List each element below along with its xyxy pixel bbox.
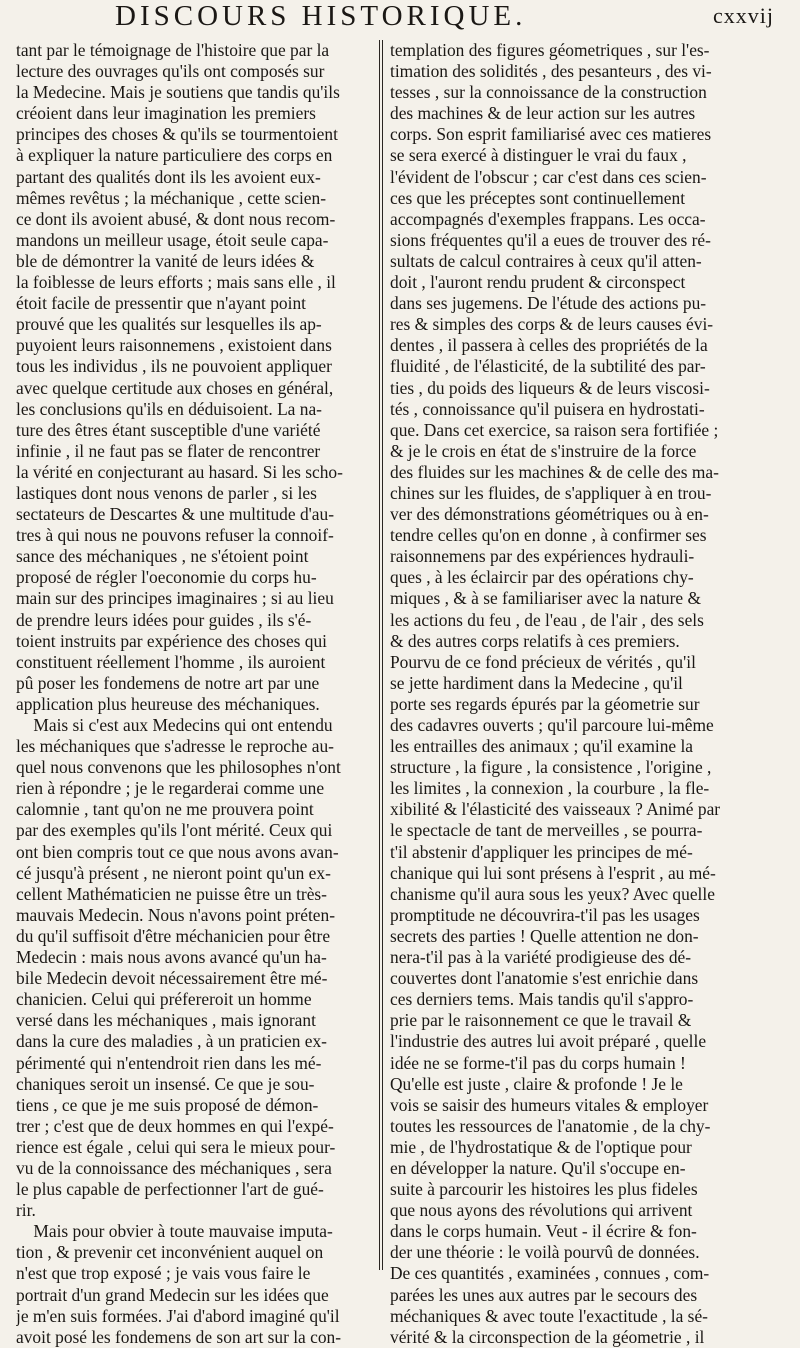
left-column-line: ont bien compris tout ce que nous avons avan- bbox=[16, 841, 339, 862]
right-column-line: en développer la nature. Qu'il s'occupe en- bbox=[390, 1157, 686, 1178]
right-column-line: xibilité & l'élasticité des vaisseaux ? Animé par bbox=[390, 799, 721, 820]
right-column-line: ties , du poids des liqueurs & de leurs viscosi- bbox=[390, 377, 710, 398]
right-column-line: Pourvu de ce fond précieux de vérités , qu'il bbox=[390, 651, 696, 672]
right-column-line: le spectacle de tant de merveilles , se pourra- bbox=[390, 820, 703, 841]
right-column-line: fluidité , de l'élasticité, de la subtilité des par- bbox=[390, 356, 706, 377]
left-column-line: application plus heureuse des méchaniques. bbox=[16, 693, 320, 714]
right-column-line: parées les unes aux autres par le secours des bbox=[390, 1284, 698, 1305]
right-column-line: templation des figures géometriques , sur l'es- bbox=[390, 40, 710, 60]
right-column-line: secrets des parties ! Quelle attention ne don- bbox=[390, 925, 699, 946]
right-column-line: idée ne se forme-t'il pas du corps humain ! bbox=[390, 1052, 686, 1073]
left-column-line: Medecin : mais nous avons avancé qu'un ha- bbox=[16, 947, 327, 968]
left-column-line: périmenté qui n'entendroit rien dans les mé- bbox=[16, 1052, 322, 1073]
left-column-line: mandons un meilleur usage, étoit seule capa- bbox=[16, 229, 329, 250]
left-column-line: cellent Mathématicien ne puisse être un très- bbox=[16, 883, 327, 904]
left-column-line: puyoient leurs raisonnemens , existoient dans bbox=[16, 335, 332, 356]
left-column-line: Mais pour obvier à toute mauvaise imputa- bbox=[16, 1221, 333, 1242]
right-column-line: accompagnés d'exemples frappans. Les occa- bbox=[390, 208, 706, 229]
left-column bbox=[16, 40, 378, 1348]
left-column-line: quel nous convenons que les philosophes n'ont bbox=[16, 757, 341, 778]
right-column-line: ces que les préceptes sont continuellement bbox=[390, 187, 686, 208]
left-column-line: lecture des ouvrages qu'ils ont composés sur bbox=[16, 61, 325, 82]
right-column-line: les actions du feu , de l'eau , de l'air , des sels bbox=[390, 609, 704, 630]
right-column-line: & je le crois en état de s'instruire de la force bbox=[390, 440, 697, 461]
left-column-line: le plus capable de perfectionner l'art de gué- bbox=[16, 1179, 324, 1200]
right-column-line: que. Dans cet exercice, sa raison sera fortifiée ; bbox=[390, 419, 719, 440]
right-column-line: des machines & de leur action sur les autres bbox=[390, 103, 696, 124]
right-column-line: toutes les ressources de l'anatomie , de la chy- bbox=[390, 1115, 711, 1136]
left-column-line: lastiques dont nous venons de parler , si les bbox=[16, 482, 317, 503]
right-column-line: nera-t'il pas à la variété prodigieuse des dé- bbox=[390, 947, 692, 968]
right-column-line: Qu'elle est juste , claire & profonde ! Je le bbox=[390, 1073, 683, 1094]
left-column-line: les méchaniques que s'adresse le reproche au- bbox=[16, 736, 334, 757]
right-column-line: res & simples des corps & de leurs causes évi- bbox=[390, 314, 714, 335]
right-column-line: dans le corps humain. Veut - il écrire & fon- bbox=[390, 1221, 697, 1242]
left-column-line: étoit facile de pressentir que n'ayant point bbox=[16, 293, 306, 314]
right-column-line: dans ses jugemens. De l'étude des actions pu- bbox=[390, 293, 707, 314]
left-column-line: je m'en suis formées. J'ai d'abord imaginé qu'il bbox=[16, 1305, 340, 1326]
left-column-line: mauvais Medecin. Nous n'avons point préten- bbox=[16, 904, 335, 925]
left-column-line: tiens , ce que je me suis proposé de démon- bbox=[16, 1094, 319, 1115]
left-column-line: la Medecine. Mais je soutiens que tandis qu'ils bbox=[16, 82, 340, 103]
left-column-line: constituent réellement l'homme , ils auroient bbox=[16, 651, 326, 672]
right-column-line: porte ses regards épurés par la géometrie sur bbox=[390, 693, 700, 714]
left-column-line: tous les individus , ils ne pouvoient appliquer bbox=[16, 356, 332, 377]
left-column-line: Mais si c'est aux Medecins qui ont entendu bbox=[16, 715, 333, 735]
left-column-line: principes des choses & qu'ils se tourmentoient bbox=[16, 124, 338, 145]
left-column-line: mêmes revêtus ; la méchanique , cette scien- bbox=[16, 187, 326, 208]
right-column-line: sultats de calcul contraires à ceux qu'il atten- bbox=[390, 250, 702, 271]
left-column-line: chaniques seroit un insensé. Ce que je sou- bbox=[16, 1073, 315, 1094]
left-column-line: de prendre leurs idées pour guides , ils s'é- bbox=[16, 609, 312, 630]
left-column-line: la vérité en conjecturant au hasard. Si les scho- bbox=[16, 461, 343, 482]
right-column-line: l'évident de l'obscur ; car c'est dans ces scien- bbox=[390, 166, 707, 187]
left-column-line: calomnie , tant qu'on ne me prouvera point bbox=[16, 799, 314, 820]
right-column-line: sions fréquentes qu'il a eues de trouver des ré- bbox=[390, 229, 711, 250]
left-column-line: sance des méchaniques , ne s'étoient point bbox=[16, 546, 309, 567]
right-column-line: méchaniques & avec toute l'exactitude , la sé- bbox=[390, 1305, 708, 1326]
right-column-line: & des autres corps relatifs à ces premiers. bbox=[390, 630, 680, 651]
right-column-line: se sera exercé à distinguer le vrai du faux , bbox=[390, 145, 687, 166]
left-column-line: versé dans les méchaniques , mais ignorant bbox=[16, 1010, 316, 1031]
right-column-line: der une théorie : le voilà pourvû de données. bbox=[390, 1242, 700, 1263]
left-column-line: infinie , il ne faut pas se flater de rencontrer bbox=[16, 440, 321, 461]
right-column-line: tesses , sur la connoissance de la construction bbox=[390, 82, 707, 103]
right-column-line: que nous ayons des révolutions qui arrivent bbox=[390, 1200, 693, 1221]
right-column-line: des cadavres ouverts ; qu'il parcoure lui-même bbox=[390, 715, 714, 735]
left-column-line: cé jusqu'à présent , ne nieront point qu'un ex- bbox=[16, 862, 331, 883]
left-column-line: partant des qualités dont ils les avoient eux- bbox=[16, 166, 321, 187]
left-column-line: la foiblesse de leurs efforts ; mais sans elle , il bbox=[16, 272, 336, 293]
right-column-line: t'il abstenir d'appliquer les principes de mé- bbox=[390, 841, 693, 862]
right-column-line: tendre celles qu'on en donne , à confirmer ses bbox=[390, 525, 707, 546]
right-column-line: miques , & à se familiariser avec la nature & bbox=[390, 588, 701, 609]
right-column-line: se jette hardiment dans la Medecine , qu'il bbox=[390, 672, 683, 693]
left-column-line: ture des êtres étant susceptible d'une variété bbox=[16, 419, 321, 440]
left-column-line: proposé de régler l'oeconomie du corps hu- bbox=[16, 567, 317, 588]
right-column-line: suite à parcourir les histoires les plus fideles bbox=[390, 1179, 698, 1200]
right-column-line: chanisme qu'il aura sous les yeux? Avec quelle bbox=[390, 883, 715, 904]
left-column-line: rience est égale , celui qui sera le mieux pour- bbox=[16, 1136, 336, 1157]
left-column-line: avoit posé les fondemens de son art sur la con- bbox=[16, 1326, 342, 1347]
running-header bbox=[0, 0, 800, 42]
right-column-line: vérité & la circonspection de la géometrie , il bbox=[390, 1326, 705, 1347]
right-column bbox=[390, 40, 770, 1348]
right-column-line: promptitude ne découvrira-t'il pas les usages bbox=[390, 904, 700, 925]
right-column-line: timation des solidités , des pesanteurs , des vi- bbox=[390, 61, 712, 82]
right-column-line: prie par le raisonnement ce que le travail & bbox=[390, 1010, 692, 1031]
left-column-line: main sur des principes imaginaires ; si au lieu bbox=[16, 588, 334, 609]
left-column-line: tion , & prevenir cet inconvénient auquel on bbox=[16, 1242, 324, 1263]
left-column-line: n'est que trop exposé ; je vais vous faire le bbox=[16, 1263, 311, 1284]
right-column-line: ques , à les éclaircir par des opérations chy- bbox=[390, 567, 694, 588]
page-number: cxxvij bbox=[713, 3, 774, 28]
right-column-line: des fluides sur les machines & de celle des ma- bbox=[390, 461, 719, 482]
right-column-line: couvertes dont l'anatomie s'est enrichie dans bbox=[390, 968, 699, 989]
left-column-line: tres à qui nous ne pouvons refuser la connoif- bbox=[16, 525, 334, 546]
right-column-line: mie , de l'hydrostatique & de l'optique pour bbox=[390, 1136, 692, 1157]
left-column-line: ble de démontrer la vanité de leurs idées & bbox=[16, 250, 315, 271]
right-column-line: tés , connoissance qu'il puisera en hydrostati- bbox=[390, 398, 705, 419]
left-column-line: bile Medecin devoit nécessairement être mé- bbox=[16, 968, 328, 989]
right-column-line: l'industrie des autres lui avoit préparé , quelle bbox=[390, 1031, 707, 1052]
left-column-line: créoient dans leur imagination les premiers bbox=[16, 103, 316, 124]
column-divider bbox=[379, 40, 380, 1270]
column-divider-inner bbox=[382, 40, 383, 1270]
right-column-line: raisonnemens par des expériences hydrauli- bbox=[390, 546, 695, 567]
left-column-line: toient instruits par expérience des choses qui bbox=[16, 630, 328, 651]
left-column-line: les conclusions qu'ils en déduisoient. La na- bbox=[16, 398, 322, 419]
right-column-line: les limites , la connexion , la courbure , la fle- bbox=[390, 778, 710, 799]
right-column-line: De ces quantités , examinées , connues , com- bbox=[390, 1263, 710, 1284]
left-column-line: à expliquer la nature particuliere des corps en bbox=[16, 145, 333, 166]
left-column-line: prouvé que les qualités sur lesquelles ils ap- bbox=[16, 314, 322, 335]
right-column-line: corps. Son esprit familiarisé avec ces matieres bbox=[390, 124, 712, 145]
page-title: DISCOURS HISTORIQUE. bbox=[115, 0, 527, 32]
left-column-line: du qu'il suffisoit d'être méchanicien pour être bbox=[16, 925, 331, 946]
right-column-line: vois se saisir des humeurs vitales & employer bbox=[390, 1094, 709, 1115]
left-column-line: rir. bbox=[16, 1200, 36, 1221]
right-column-line: les entrailles des animaux ; qu'il examine la bbox=[390, 736, 694, 757]
left-column-line: trer ; c'est que de deux hommes en qui l'expé- bbox=[16, 1115, 334, 1136]
left-column-line: tant par le témoignage de l'histoire que par la bbox=[16, 40, 330, 60]
right-column-line: chanique qui lui sont présens à l'esprit , au mé- bbox=[390, 862, 716, 883]
left-column-line: avec quelque certitude aux choses en général, bbox=[16, 377, 334, 398]
left-column-line: sectateurs de Descartes & une multitude d'au- bbox=[16, 504, 334, 525]
left-column-line: chanicien. Celui qui préfereroit un homme bbox=[16, 989, 312, 1010]
left-column-line: ce dont ils avoient abusé, & dont nous recom- bbox=[16, 208, 336, 229]
right-column-line: doit , l'auront rendu prudent & circonspect bbox=[390, 272, 686, 293]
left-column-line: dans la cure des maladies , à un praticien ex- bbox=[16, 1031, 327, 1052]
left-column-line: par des exemples qu'ils l'ont mérité. Ceux qui bbox=[16, 820, 333, 841]
right-column-line: structure , la figure , la consistence , l'origine , bbox=[390, 757, 712, 778]
left-column-line: pû poser les fondemens de notre art par une bbox=[16, 672, 320, 693]
left-column-line: portrait d'un grand Medecin sur les idées que bbox=[16, 1284, 329, 1305]
right-column-line: ces derniers tems. Mais tandis qu'il s'appro- bbox=[390, 989, 694, 1010]
right-column-line: chines sur les fluides, de s'appliquer à en trou- bbox=[390, 482, 712, 503]
right-column-line: ver des démonstrations géométriques ou à en- bbox=[390, 504, 709, 525]
right-column-line: dentes , il passera à celles des propriétés de la bbox=[390, 335, 708, 356]
left-column-line: vu de la connoissance des méchaniques , sera bbox=[16, 1157, 332, 1178]
left-column-line: rien à répondre ; je le regarderai comme une bbox=[16, 778, 325, 799]
